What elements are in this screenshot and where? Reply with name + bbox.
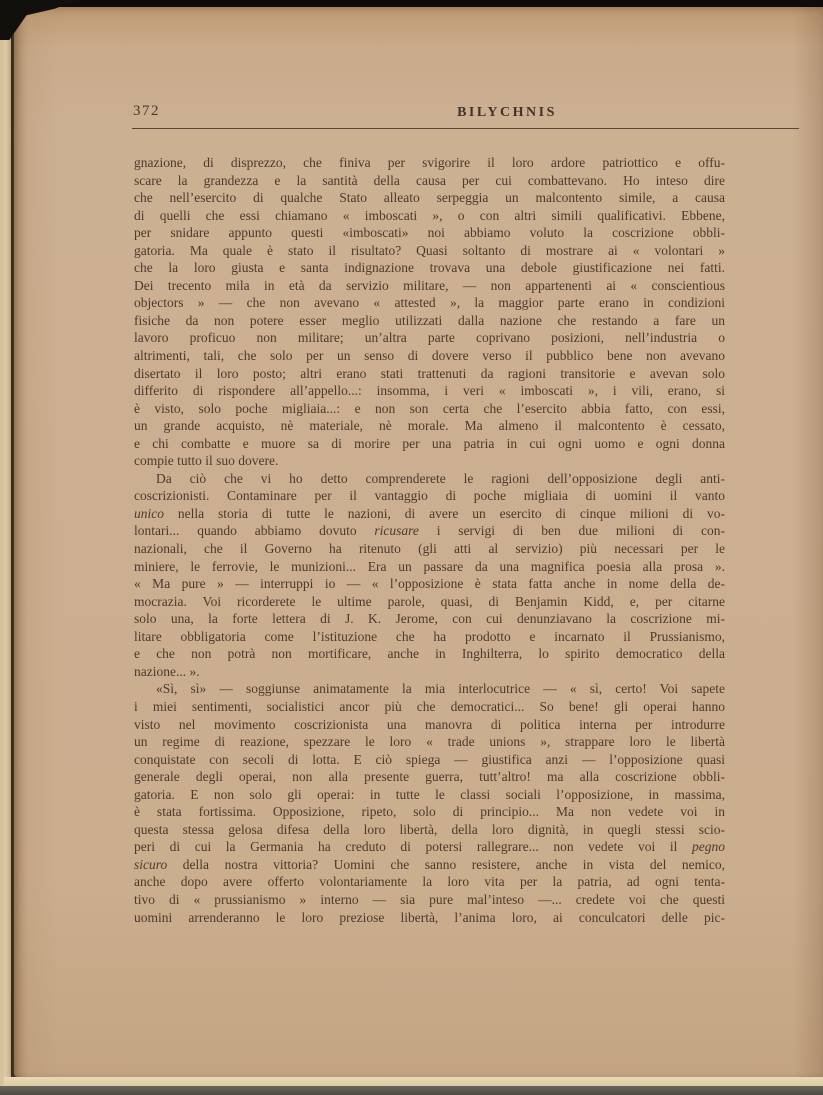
text-line	[134, 838, 725, 856]
text-segment: peri di cui la Germania ha creduto di potersi rallegrare... non vedete voi il	[134, 839, 692, 855]
text-line: visto nel movimento coscrizionista una manovra di politica interna per introdurre	[134, 716, 725, 732]
text-line: nazione... ».	[134, 663, 200, 679]
scan-bottom-edge	[0, 1086, 823, 1095]
text-line: Da ciò che vi ho detto comprenderete le ragioni dell’opposizione degli anti-	[156, 470, 725, 486]
text-line: miniere, le ferrovie, le munizioni... Era un passare da una magnifica poesia alla prosa ».	[134, 558, 725, 574]
paragraph	[134, 154, 725, 470]
text-line: di quelli che essi chiamano « imboscati », o con altri simili qualificativi. Ebbene,	[134, 207, 725, 223]
text-line: nazionali, che il Governo ha ritenuto (gli atti al servizio) più necessari per le	[134, 541, 725, 557]
text-line: gatoria. Ma quale è stato il risultato? Quasi soltanto di mostrare ai « volontari »	[134, 242, 725, 258]
text-line: «Sì, sì» — soggiunse animatamente la mia interlocutrice — « sì, certo! Voi sapete	[156, 681, 725, 697]
text-line	[134, 505, 725, 523]
text-line: objectors » — che non avevano « attested », la maggior parte erano in condizioni	[134, 295, 725, 311]
text-line: litare obbligatoria come l’istituzione che ha prodotto e incarnato il Prussianismo,	[134, 628, 725, 644]
text-line: che nell’esercito di qualche Stato alleato serpeggia un malcontento simile, a causa	[134, 190, 725, 206]
text-line: « Ma pure » — interruppi io — « l’opposizione è stata fatta anche in nome della de-	[134, 576, 725, 592]
text-line: che la loro giusta e santa indignazione trovava una debole giustificazione nei fatti.	[134, 260, 725, 276]
text-line: è visto, solo poche migliaia...: e non son certa che l’esercito abbia fatto, con essi,	[134, 400, 725, 416]
text-line: conquistate con secoli di lotta. E ciò spiega — giustifica anzi — l’opposizione quasi	[134, 751, 725, 767]
text-line: differito di rispondere all’appello...: insomma, i veri « imboscati », i vili, erano, si	[134, 383, 725, 399]
text-block	[134, 154, 725, 926]
page-number: 372	[133, 103, 160, 119]
paragraph	[134, 470, 725, 681]
text-line: gatoria. E non solo gli operai: in tutte le classi sociali l’opposizione, in massima,	[134, 786, 725, 802]
text-line: compie tutto il suo dovere.	[134, 453, 279, 469]
text-line: gnazione, di disprezzo, che finiva per svigorire il loro ardore patriottico e offu-	[134, 155, 725, 170]
text-segment: lontari... quando abbiamo dovuto	[134, 523, 375, 539]
text-line: mocrazia. Voi ricorderete le ultime parole, quasi, di Benjamin Kidd, e, per citarne	[134, 593, 725, 609]
text-line: uomini arrenderanno le loro preziose libertà, l’anima loro, ai conculcatori delle pic-	[134, 909, 725, 925]
text-line: tivo di « prussianismo » interno — sia pure mal’inteso —... credete voi che questi	[134, 891, 725, 907]
text-segment: nella storia di tutte le nazioni, di avere un esercito di cinque milioni di vo-	[164, 505, 725, 521]
journal-title: BILYCHNIS	[457, 105, 557, 120]
text-line: generale degli operai, non alla presente guerra, tutt’altro! ma alla coscrizione obbli-	[134, 769, 725, 785]
text-line: fisiche da non potere esser meglio utilizzati dalla nazione che restando a fare un	[134, 312, 725, 328]
scan-top-edge	[0, 0, 823, 7]
text-segment: della nostra vittoria? Uomini che sanno resistere, anche in vista del nemico,	[167, 856, 725, 872]
text-line: un grande acquisto, nè materiale, nè morale. Ma almeno il malcontento è cessato,	[134, 418, 725, 434]
scanned-page	[14, 6, 823, 1078]
header-rule	[132, 128, 799, 129]
italic-text: ricusare	[374, 523, 419, 539]
text-line: solo una, la forte lettera di J. K. Jerome, con cui denunziavano la coscrizione mi-	[134, 611, 725, 627]
text-line	[134, 522, 725, 540]
text-line: e che non potrà non mortificare, anche in Inghilterra, lo spirito democratico della	[134, 646, 725, 662]
text-line: e chi combatte e muore sa di morire per una patria in cui ogni uomo e ogni donna	[134, 435, 725, 451]
italic-text: pegno	[692, 839, 725, 855]
text-line: disertato il loro posto; altri erano stati trattenuti da ragioni transitorie e avevan solo	[134, 365, 725, 381]
text-line: i miei sentimenti, socialistici ancor più che democratici... So bene! gli operai hanno	[134, 698, 725, 714]
text-line: altrimenti, tali, che solo per un senso di dovere verso il pubblico bene non avevano	[134, 348, 725, 364]
italic-text: unico	[134, 505, 164, 521]
text-line: un regime di reazione, spezzare le loro « trade unions », strappare loro le libertà	[134, 734, 725, 750]
italic-text: sicuro	[134, 856, 168, 872]
text-line: coscrizionisti. Contaminare per il vantaggio di poche migliaia di uomini il vanto	[134, 488, 725, 504]
paragraph	[134, 680, 725, 926]
text-line: questa stessa gelosa difesa della loro libertà, della loro dignità, in quegli stessi scio-	[134, 821, 725, 837]
text-line: Dei trecento mila in età da servizio militare, — non appartenenti ai « conscientious	[134, 277, 725, 293]
text-line: per snidare appunto questi «imboscati» noi abbiamo voluto la coscrizione obbli-	[134, 225, 725, 241]
text-line: è stata fortissima. Opposizione, ripeto, solo di principio... Ma non vedete voi in	[134, 804, 725, 820]
text-line: anche dopo avere offerto volontariamente la loro vita per la patria, ad ogni tenta-	[134, 874, 725, 890]
text-line: lavoro proficuo non militare; un’altra parte coprivano posizioni, nell’industria o	[134, 330, 725, 346]
text-line	[134, 856, 725, 874]
text-segment: i servigi di ben due milioni di con-	[418, 523, 725, 539]
text-line: scare la grandezza e la santità della causa per cui combattevano. Ho inteso dire	[134, 172, 725, 188]
